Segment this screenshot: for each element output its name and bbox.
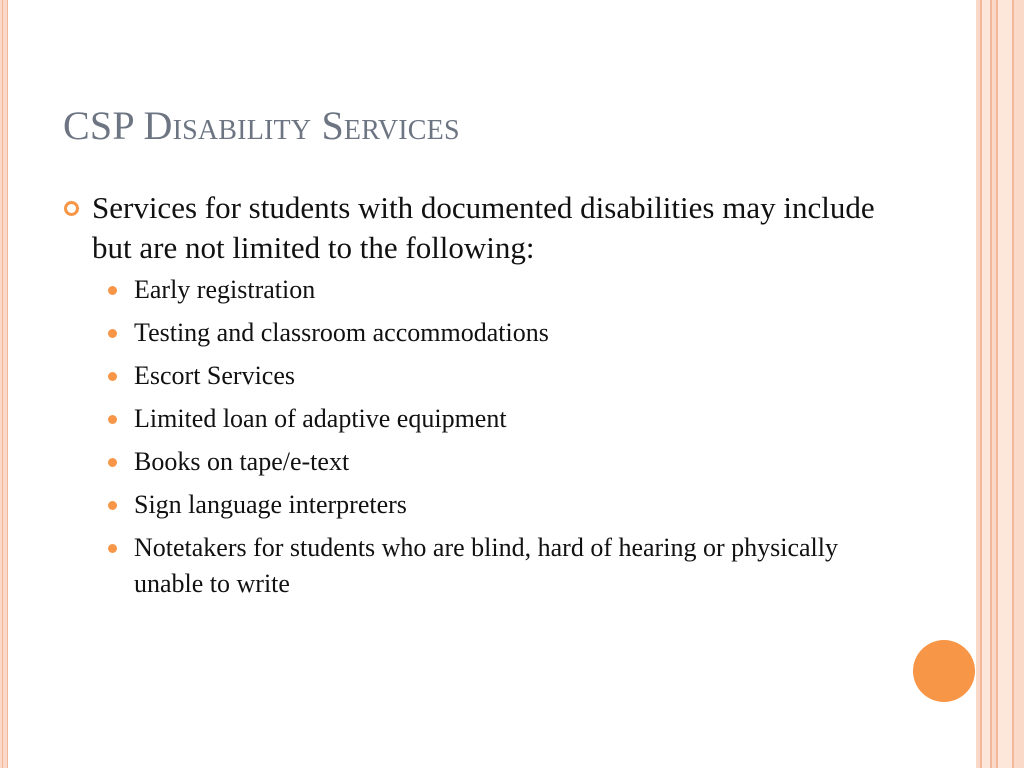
sub-bullet-text: Early registration [134,275,316,304]
left-border-line [2,0,3,768]
dot-bullet-icon [108,286,117,295]
sub-bullet-text: Limited loan of adaptive equipment [134,404,507,433]
sub-bullet-text: Notetakers for students who are blind, hard of hearing or physically unable to write [134,533,838,598]
main-bullet-text: Services for students with documented disabilities may include but are not limited to the following: [92,190,875,265]
main-bullet [62,188,892,268]
sub-bullet-list [62,272,892,602]
dot-bullet-icon [108,501,117,510]
sub-bullet-item [134,487,892,523]
left-border-stripe [0,0,8,768]
decorative-orange-circle [913,640,975,702]
sub-bullet-item [134,401,892,437]
dot-bullet-icon [108,544,117,553]
sub-bullet-item [134,272,892,308]
sub-bullet-text: Escort Services [134,361,296,390]
dot-bullet-icon [108,458,117,467]
sub-bullet-item [134,444,892,480]
slide-content [62,188,892,609]
dot-bullet-icon [108,415,117,424]
right-stripe [1014,0,1024,768]
right-stripe [998,0,1012,768]
sub-bullet-text: Sign language interpreters [134,490,407,519]
sub-bullet-item [134,315,892,351]
sub-bullet-item [134,530,892,602]
sub-bullet-item [134,358,892,394]
sub-bullet-text: Testing and classroom accommodations [134,318,549,347]
sub-bullet-text: Books on tape/e-text [134,447,350,476]
dot-bullet-icon [108,372,117,381]
slide-title: CSP Disability Services [63,103,460,148]
right-stripe [982,0,990,768]
right-decorative-stripes [976,0,1024,768]
ring-bullet-icon [64,201,79,216]
dot-bullet-icon [108,329,117,338]
